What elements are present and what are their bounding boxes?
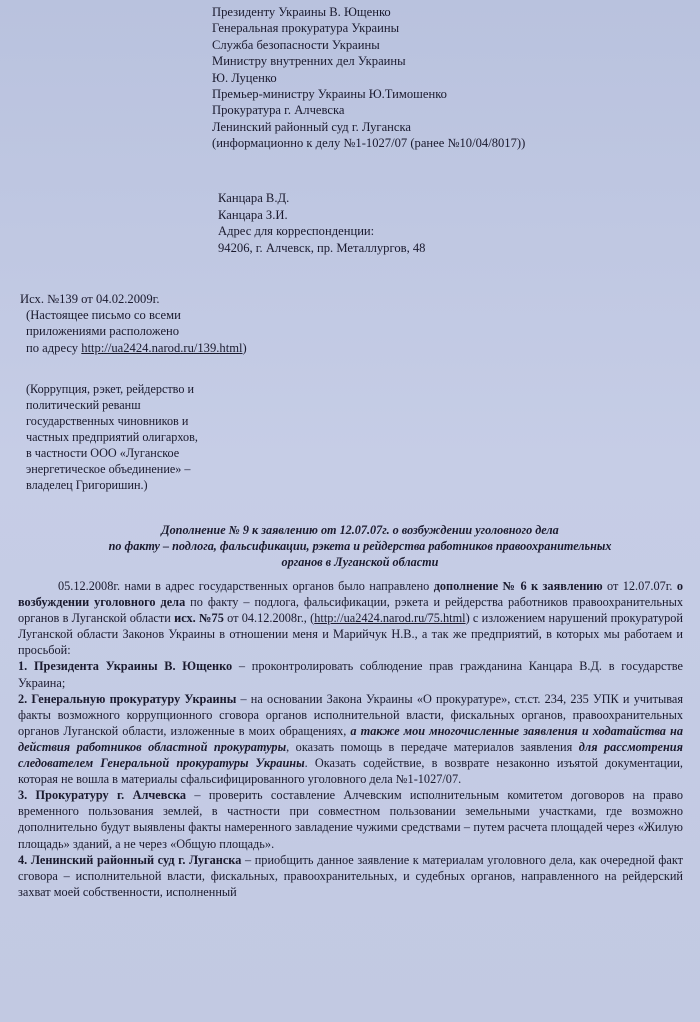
intro-text: ) с изложением нарушений прокуратурой Луганской области Законов Украины в отношении меня и Марийчук Н.В., а так же предприятий, в которых мы работаем и просьбой:: [18, 611, 683, 658]
addressee-line: Генеральная прокуратура Украины: [212, 21, 400, 36]
intro-paragraph: [18, 578, 683, 658]
intro-bold: дополнение № 6 к заявлению: [433, 579, 603, 593]
item-text: – проконтролировать соблюдение прав гражданина Канцара В.Д. в государстве Украина;: [18, 659, 683, 690]
outgoing-number-block: [20, 291, 320, 356]
item-number: 3.: [18, 788, 36, 803]
item-bold: а также мои многочисленные заявления и ходатайства на действия работников областной прокуратуры: [18, 723, 683, 754]
item-head: Президента Украины В. Ющенко: [33, 659, 233, 674]
addressee-line: Ю. Луценко: [212, 70, 277, 85]
intro-bold: исх. №75: [174, 611, 224, 626]
item-head: Ленинский районный суд г. Луганска: [30, 852, 242, 867]
title-line: Дополнение № 9 к заявлению от 12.07.07г. о возбуждении уголовного дела: [161, 523, 559, 537]
url-suffix: ): [242, 340, 247, 355]
addressee-line: Прокуратура г. Алчевска: [212, 103, 345, 118]
intro-text: от 12.07.07г.: [602, 579, 677, 593]
request-item-3: [18, 787, 683, 851]
item-text: . Оказать содействие, в возврате незаконно изъятой документации, которая не вошла в материалы сфальсифицированного уголовного дела №1-1027/07.: [18, 756, 683, 787]
addressee-line: Премьер-министру Украины Ю.Тимошенко: [212, 87, 447, 102]
document-title: [40, 522, 680, 570]
outgoing-note-line: приложениями расположено: [26, 324, 180, 339]
addressee-line: Президенту Украины В. Ющенко: [212, 5, 391, 19]
outgoing-number: Исх. №139 от 04.02.2009г.: [20, 292, 160, 306]
item-text: – приобщить данное заявление к материалам уголовного дела, как очередной факт сговора – исполнительной власти, фискальных, правоохранительных, и судебных органов, направленного на рейдерский захват моей собственности, исполненный: [18, 852, 684, 899]
title-line: органов в Луганской области: [281, 555, 439, 569]
corruption-note-line: энергетическое объединение» –: [26, 462, 191, 476]
intro-text: по факту – подлога, фальсификации, рэкета и рейдерства работников правоохранительных органов в Луганской области: [18, 595, 683, 626]
sender-line: Канцара З.И.: [218, 207, 288, 222]
corruption-note: [26, 381, 271, 493]
sender-line: 94206, г. Алчевск, пр. Металлургов, 48: [218, 240, 426, 255]
request-item-2: [18, 691, 683, 788]
addressee-line: Министру внутренних дел Украины: [212, 54, 406, 69]
item-number: 2.: [18, 691, 32, 706]
sender-line: Канцара В.Д.: [218, 191, 290, 205]
sender-block: [218, 190, 668, 256]
addressee-line: Ленинский районный суд г. Луганска: [212, 119, 412, 134]
item-number: 4.: [18, 852, 31, 867]
request-item-4: [18, 852, 683, 900]
corruption-note-line: частных предприятий олигархов,: [26, 430, 198, 444]
outgoing-url-line: [20, 340, 320, 356]
outgoing-note-line: (Настоящее письмо со всеми: [26, 308, 181, 323]
sender-line: Адрес для корреспонденции:: [218, 224, 375, 239]
corruption-note-line: (Коррупция, рэкет, рейдерство и: [26, 382, 195, 396]
addressee-block: [212, 4, 682, 152]
letter-link[interactable]: http://ua2424.narod.ru/139.html: [81, 340, 243, 355]
addressee-line: Служба безопасности Украины: [212, 37, 380, 52]
item-head: Генеральную прокуратуру Украины: [31, 691, 237, 706]
intro-bold: о возбуждении уголовного дела: [18, 579, 683, 610]
corruption-note-line: владелец Григоришин.): [26, 478, 148, 492]
intro-text: 05.12.2008г. нами в адрес государственных органов было направлено: [58, 579, 434, 593]
url-prefix: по адресу: [26, 340, 82, 355]
attachment-link[interactable]: http://ua2424.narod.ru/75.html: [314, 611, 466, 626]
item-number: 1.: [18, 659, 34, 674]
item-bold: для рассмотрения следователем Генеральной прокуратуры Украины: [18, 739, 683, 771]
item-head: Прокуратуру г. Алчевска: [35, 788, 187, 803]
document-body: [18, 578, 683, 900]
corruption-note-line: государственных чиновников и: [26, 414, 189, 428]
request-item-1: [18, 658, 683, 690]
item-text: – на основании Закона Украины «О прокуратуре», ст.ст. 234, 235 УПК и учитывая факты возможного коррупционного сговора органов исполнительной власти, фискальных органов, правоохранительных органов Луганской области, изложенные в моих обращениях,: [18, 691, 684, 738]
item-text: , оказать помощь в передаче материалов заявления: [286, 739, 579, 754]
corruption-note-line: в частности ООО «Луганское: [26, 446, 180, 460]
corruption-note-line: политический реванш: [26, 398, 141, 412]
title-line: по факту – подлога, фальсификации, рэкета и рейдерства работников правоохранительных: [108, 539, 612, 553]
item-text: – проверить составление Алчевским исполнительным комитетом договоров на право временного пользования землей, в частности при совместном пользовании земельными участками, где возможно дополнительно будут выявлены факты намеренного завладение чужими средствами – путем расчета площадей через «Жилую площадь» зданий, а не через «Общую площадь».: [18, 788, 684, 851]
addressee-line: (информационно к делу №1-1027/07 (ранее №10/04/8017)): [212, 136, 526, 151]
intro-text: от 04.12.2008г., (: [223, 611, 315, 626]
